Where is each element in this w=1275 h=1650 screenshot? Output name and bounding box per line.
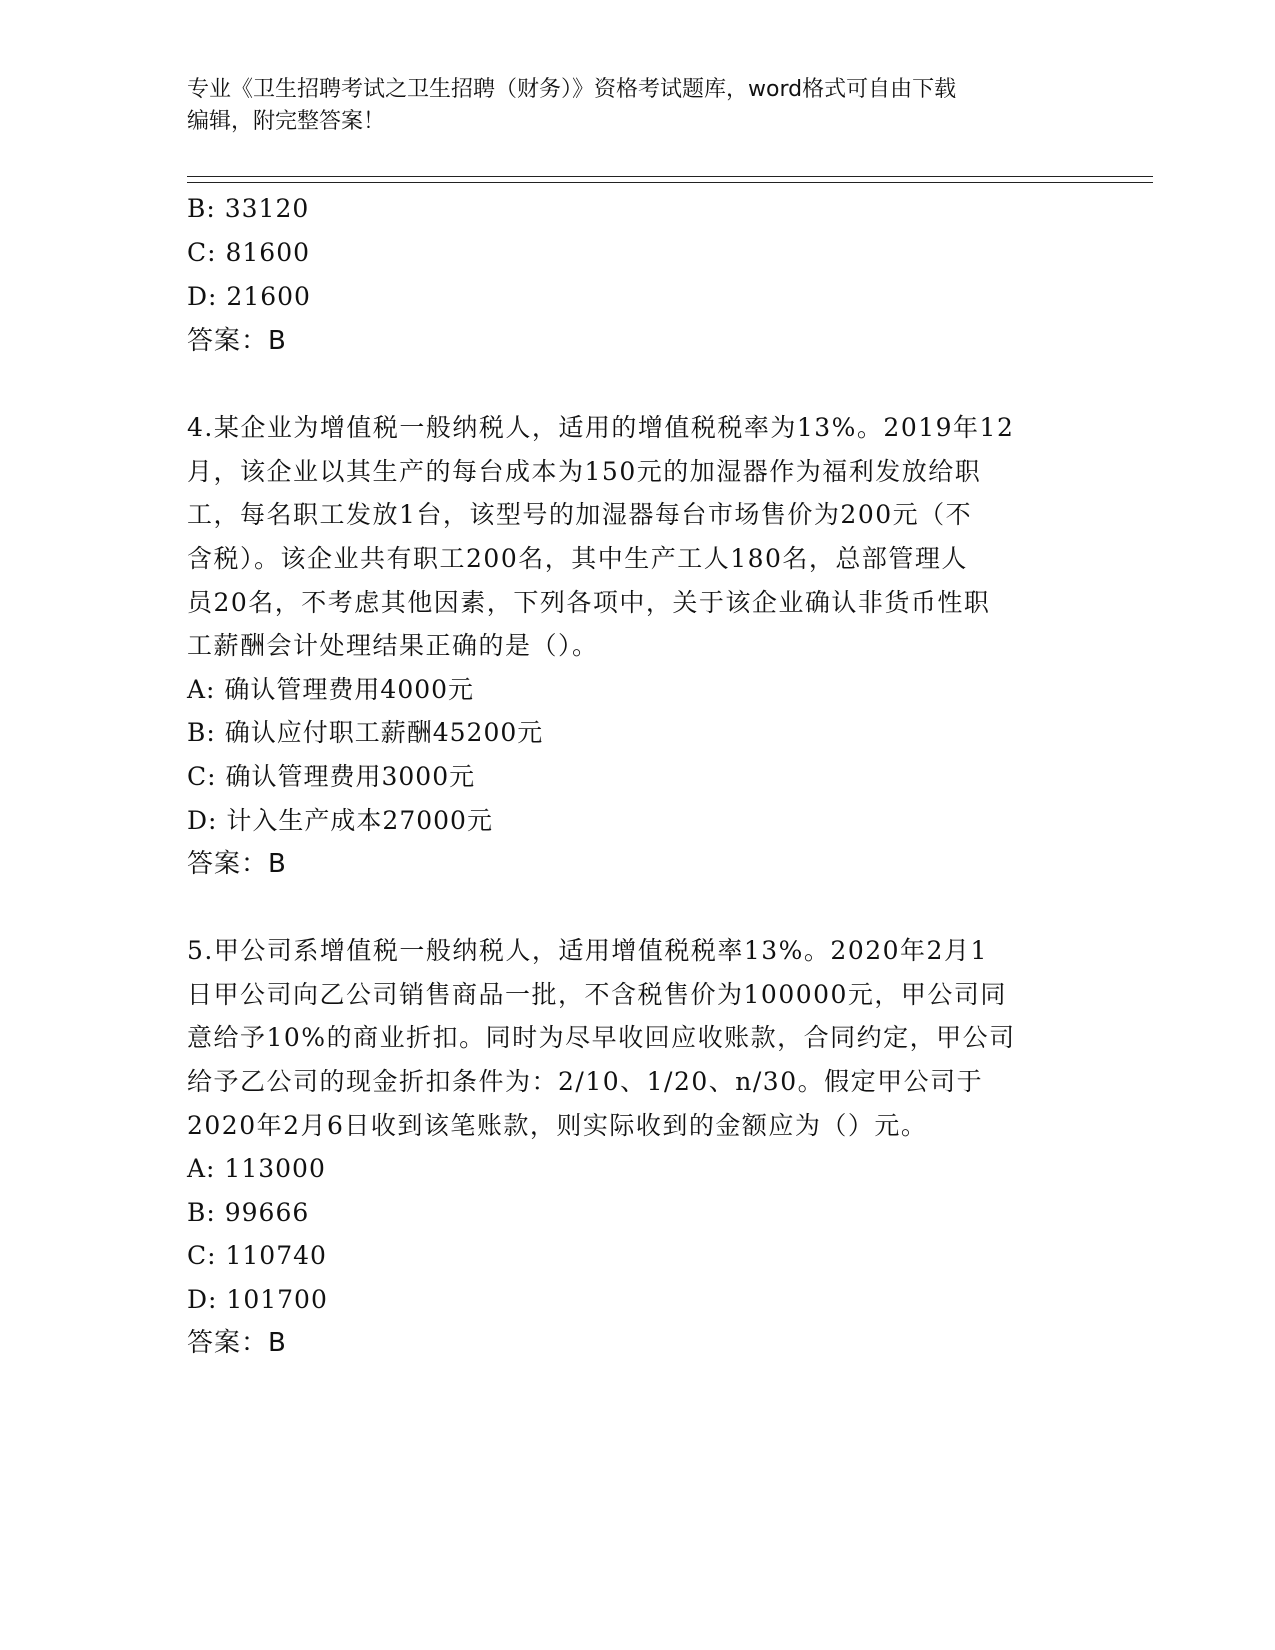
answer-line: 答案：B: [187, 326, 287, 356]
question-stem-line: 2020年2月6日收到该笔账款，则实际收到的金额应为（）元。: [187, 1111, 928, 1140]
header-divider-top: [187, 176, 1153, 177]
question-stem-line: 4.某企业为增值税一般纳税人，适用的增值税税率为13%。2019年12: [187, 413, 1015, 442]
question-stem-line: 日甲公司向乙公司销售商品一批，不含税售价为100000元，甲公司同: [187, 980, 1007, 1009]
option-a: A: 确认管理费用4000元: [187, 675, 475, 704]
option-b: B: 99666: [187, 1198, 310, 1227]
answer-line: 答案：B: [187, 849, 287, 879]
option-b: B: 确认应付职工薪酬45200元: [187, 718, 544, 747]
question-stem-line: 月，该企业以其生产的每台成本为150元的加湿器作为福利发放给职: [187, 457, 982, 486]
question-stem-line: 员20名，不考虑其他因素，下列各项中，关于该企业确认非货币性职: [187, 588, 991, 617]
option-a: A: 113000: [187, 1154, 326, 1183]
option-d: D: 21600: [187, 282, 311, 311]
question-stem-line: 意给予10%的商业折扣。同时为尽早收回应收账款，合同约定，甲公司: [187, 1023, 1016, 1052]
option-b: B: 33120: [187, 194, 310, 223]
header-divider-bottom: [187, 182, 1153, 183]
question-stem-line: 工，每名职工发放1台，该型号的加湿器每台市场售价为200元（不: [187, 500, 973, 529]
question-stem-line: 含税）。该企业共有职工200名，其中生产工人180名，总部管理人: [187, 544, 968, 573]
question-stem-line: 给予乙公司的现金折扣条件为：2/10、1/20、n/30。假定甲公司于: [187, 1067, 984, 1096]
question-stem-line: 5.甲公司系增值税一般纳税人，适用增值税税率13%。2020年2月1: [187, 936, 988, 965]
header-line-1: 专业《卫生招聘考试之卫生招聘（财务）》资格考试题库，word格式可自由下载: [187, 77, 957, 102]
question-stem-line: 工薪酬会计处理结果正确的是（）。: [187, 631, 599, 660]
page-header: [187, 74, 1087, 138]
option-c: C: 确认管理费用3000元: [187, 762, 476, 791]
option-d: D: 计入生产成本27000元: [187, 806, 493, 835]
option-c: C: 110740: [187, 1241, 327, 1270]
header-line-2: 编辑，附完整答案！: [187, 109, 386, 134]
option-d: D: 101700: [187, 1285, 328, 1314]
answer-line: 答案：B: [187, 1328, 287, 1358]
option-c: C: 81600: [187, 238, 311, 267]
